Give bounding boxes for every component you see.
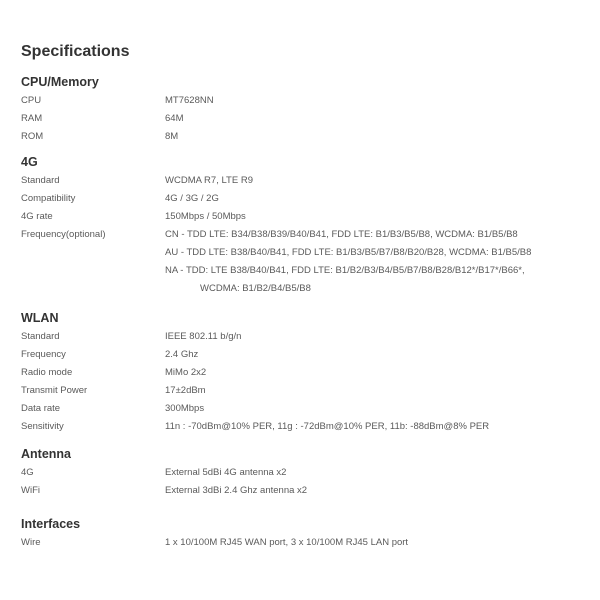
frequency-line-cn: CN - TDD LTE: B34/B38/B39/B40/B41, FDD LTE: B1/B3/B5/B8, WCDMA: B1/B5/B8 (165, 229, 518, 240)
spec-value-multiline (165, 226, 581, 298)
section-wlan (21, 308, 581, 436)
spec-row-radio-mode (21, 364, 581, 382)
spec-label: Radio mode (21, 367, 73, 378)
spec-row-standard (21, 172, 581, 190)
spec-label: Transmit Power (21, 385, 88, 396)
spec-row-frequency (21, 226, 581, 298)
spec-row-ram (21, 110, 581, 128)
frequency-line-au: AU - TDD LTE: B38/B40/B41, FDD LTE: B1/B3/B5/B7/B8/B20/B28, WCDMA: B1/B5/B8 (165, 247, 532, 258)
spec-value: 2.4 Ghz (165, 349, 199, 360)
spec-row-frequency (21, 346, 581, 364)
section-heading-4g: 4G (21, 155, 38, 169)
spec-value: 8M (165, 131, 179, 142)
spec-label: WiFi (21, 485, 40, 496)
spec-value: MiMo 2x2 (165, 367, 207, 378)
spec-value: 17±2dBm (165, 385, 206, 396)
spec-row-wire (21, 534, 581, 552)
section-heading-wlan: WLAN (21, 311, 59, 325)
spec-value: 4G / 3G / 2G (165, 193, 219, 204)
spec-label: Compatibility (21, 193, 76, 204)
spec-row-cpu (21, 92, 581, 110)
spec-row-transmit-power (21, 382, 581, 400)
spec-row-antenna-wifi (21, 482, 581, 500)
spec-value: External 5dBi 4G antenna x2 (165, 467, 287, 478)
spec-row-antenna-4g (21, 464, 581, 482)
spec-label: Standard (21, 175, 60, 186)
section-heading-interfaces: Interfaces (21, 517, 81, 531)
spec-label: Standard (21, 331, 60, 342)
page-title: Specifications (21, 43, 130, 60)
section-heading-antenna: Antenna (21, 447, 71, 461)
spec-label: Wire (21, 537, 41, 548)
frequency-line-na-wcdma: WCDMA: B1/B2/B4/B5/B8 (200, 283, 311, 294)
frequency-line-na: NA - TDD: LTE B38/B40/B41, FDD LTE: B1/B2/B3/B4/B5/B7/B8/B28/B12*/B17*/B66*, (165, 265, 525, 276)
spec-label: Data rate (21, 403, 61, 414)
spec-row-rom (21, 128, 581, 146)
spec-value: 1 x 10/100M RJ45 WAN port, 3 x 10/100M RJ45 LAN port (165, 537, 409, 548)
spec-row-standard (21, 328, 581, 346)
spec-label: Sensitivity (21, 421, 64, 432)
spec-label: CPU (21, 95, 42, 106)
section-cpu-memory (21, 72, 581, 146)
spec-value: 300Mbps (165, 403, 205, 414)
spec-value: 11n : -70dBm@10% PER, 11g : -72dBm@10% PER, 11b: -88dBm@8% PER (165, 421, 490, 432)
spec-label: 4G rate (21, 211, 53, 222)
spec-value: IEEE 802.11 b/g/n (165, 331, 242, 342)
spec-label: RAM (21, 113, 43, 124)
section-interfaces (21, 514, 581, 552)
spec-value: WCDMA R7, LTE R9 (165, 175, 253, 186)
spec-row-4g-rate (21, 208, 581, 226)
spec-label: ROM (21, 131, 44, 142)
spec-row-compatibility (21, 190, 581, 208)
spec-row-data-rate (21, 400, 581, 418)
spec-label: Frequency(optional) (21, 229, 106, 240)
specifications-page (21, 40, 581, 552)
spec-value: External 3dBi 2.4 Ghz antenna x2 (165, 485, 308, 496)
section-4g (21, 152, 581, 298)
section-antenna (21, 444, 581, 500)
section-heading-cpu-memory: CPU/Memory (21, 75, 99, 89)
spec-label: Frequency (21, 349, 66, 360)
spec-value: 150Mbps / 50Mbps (165, 211, 246, 222)
spec-value: 64M (165, 113, 184, 124)
spec-row-sensitivity (21, 418, 581, 436)
spec-value: MT7628NN (165, 95, 214, 106)
spec-label: 4G (21, 467, 34, 478)
